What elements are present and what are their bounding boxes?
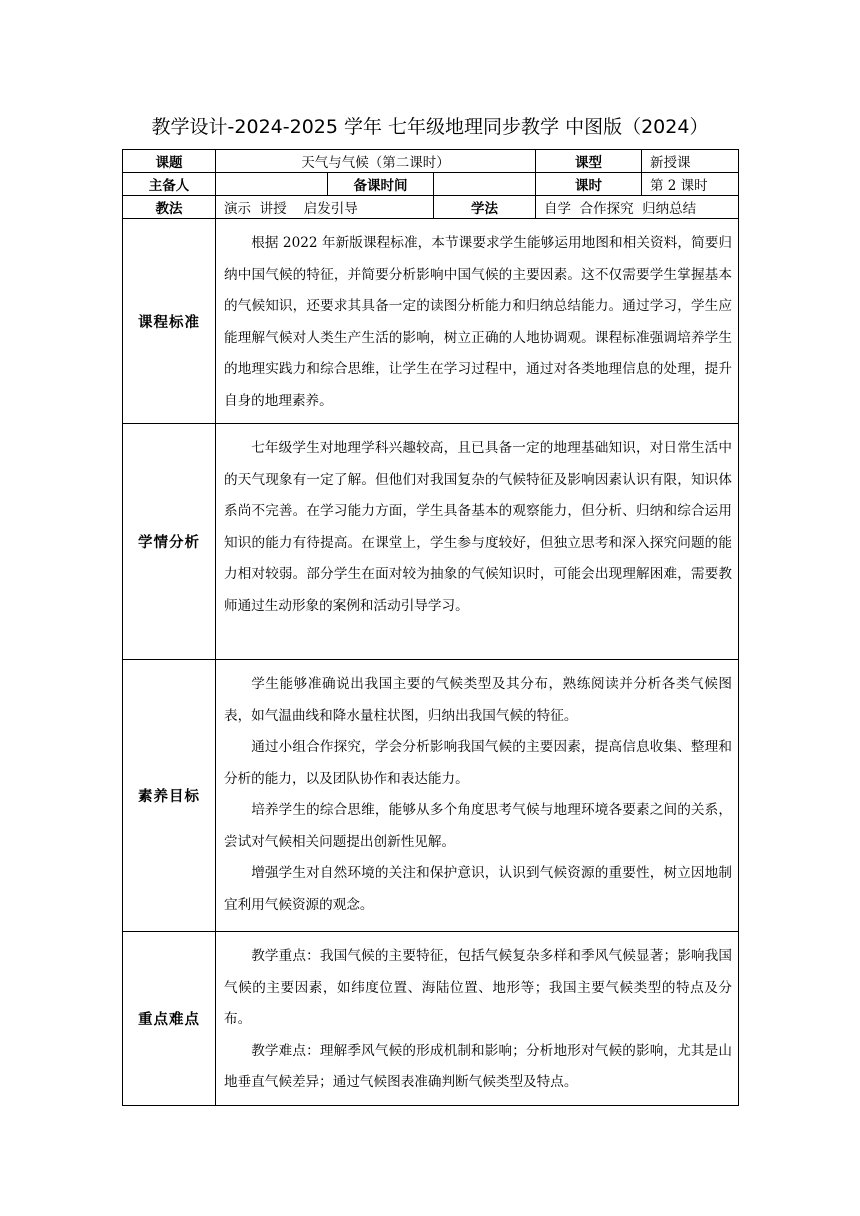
- key-points-paragraph: 教学重点：我国气候的主要特征，包括气候复杂多样和季风气候显著；影响我国气候的主要因素，如纬度位置、海陆位置、地形等；我国主要气候类型的特点及分布。: [224, 948, 733, 1027]
- standard-paragraph: 根据 2022 年新版课程标准，本节课要求学生能够运用地图和相关资料，简要归纳中国气候的特征，并简要分析影响中国气候的主要因素。这不仅需要学生掌握基本的气候知识，还要求其具备一定的读图分析能力和归纳总结能力。通过学习，学生应能理解气候对人类生产生活的影响，树立正确的人地协调观。课程标准强调培养学生的地理实践力和综合思维，让学生在学习过程中，通过对各类地理信息的处理，提升自身的地理素养。: [224, 235, 733, 409]
- goals-paragraph: 通过小组合作探究，学会分析影响我国气候的主要因素，提高信息收集、整理和分析的能力，以及团队协作和表达能力。: [224, 739, 733, 787]
- teaching-method-value: 演示 讲授 启发引导: [216, 196, 434, 219]
- standard-content: [216, 219, 739, 424]
- prep-time-value: [434, 173, 536, 196]
- learning-method-label: 学法: [434, 196, 536, 219]
- teaching-method-label: 教法: [123, 196, 216, 219]
- method-row: [123, 196, 739, 219]
- document-title: 教学设计-2024-2025 学年 七年级地理同步教学 中图版（2024）: [151, 116, 709, 138]
- key-points-content: [216, 932, 739, 1106]
- preparer-value: [216, 173, 328, 196]
- analysis-label: 学情分析: [123, 424, 216, 660]
- standard-label: 课程标准: [123, 219, 216, 424]
- goals-paragraph: 学生能够准确说出我国主要的气候类型及其分布，熟练阅读并分析各类气候图表，如气温曲线和降水量柱状图，归纳出我国气候的特征。: [224, 676, 733, 724]
- learning-method-value: 自学 合作探究 归纳总结: [536, 196, 739, 219]
- key-points-row: [123, 932, 739, 1106]
- period-label: 课时: [536, 173, 642, 196]
- topic-row: [123, 150, 739, 173]
- topic-value: 天气与气候（第二课时）: [216, 150, 536, 173]
- goals-paragraph: 增强学生对自然环境的关注和保护意识，认识到气候资源的重要性，树立因地制宜利用气候资源的观念。: [224, 865, 733, 913]
- goals-label: 素养目标: [123, 660, 216, 932]
- analysis-content: [216, 424, 739, 660]
- analysis-paragraph: 七年级学生对地理学科兴趣较高，且已具备一定的地理基础知识，对日常生活中的天气现象有一定了解。但他们对我国复杂的气候特征及影响因素认识有限，知识体系尚不完善。在学习能力方面，学生具备基本的观察能力，但分析、归纳和综合运用知识的能力有待提高。在课堂上，学生参与度较好，但独立思考和深入探究问题的能力相对较弱。部分学生在面对较为抽象的气候知识时，可能会出现理解困难，需要教师通过生动形象的案例和活动引导学习。: [224, 440, 733, 614]
- topic-label: 课题: [123, 150, 216, 173]
- lesson-plan-table: [122, 149, 739, 1106]
- type-value: 新授课: [642, 150, 739, 173]
- standard-row: [123, 219, 739, 424]
- prep-time-label: 备课时间: [328, 173, 434, 196]
- goals-row: [123, 660, 739, 932]
- goals-content: [216, 660, 739, 932]
- key-points-paragraph: 教学难点：理解季风气候的形成机制和影响；分析地形对气候的影响，尤其是山地垂直气候差异；通过气候图表准确判断气候类型及特点。: [224, 1042, 733, 1090]
- analysis-row: [123, 424, 739, 660]
- type-label: 课型: [536, 150, 642, 173]
- preparer-label: 主备人: [123, 173, 216, 196]
- preparer-row: [123, 173, 739, 196]
- key-points-label: 重点难点: [123, 932, 216, 1106]
- period-value: 第 2 课时: [642, 173, 739, 196]
- goals-paragraph: 培养学生的综合思维，能够从多个角度思考气候与地理环境各要素之间的关系，尝试对气候相关问题提出创新性见解。: [224, 802, 733, 850]
